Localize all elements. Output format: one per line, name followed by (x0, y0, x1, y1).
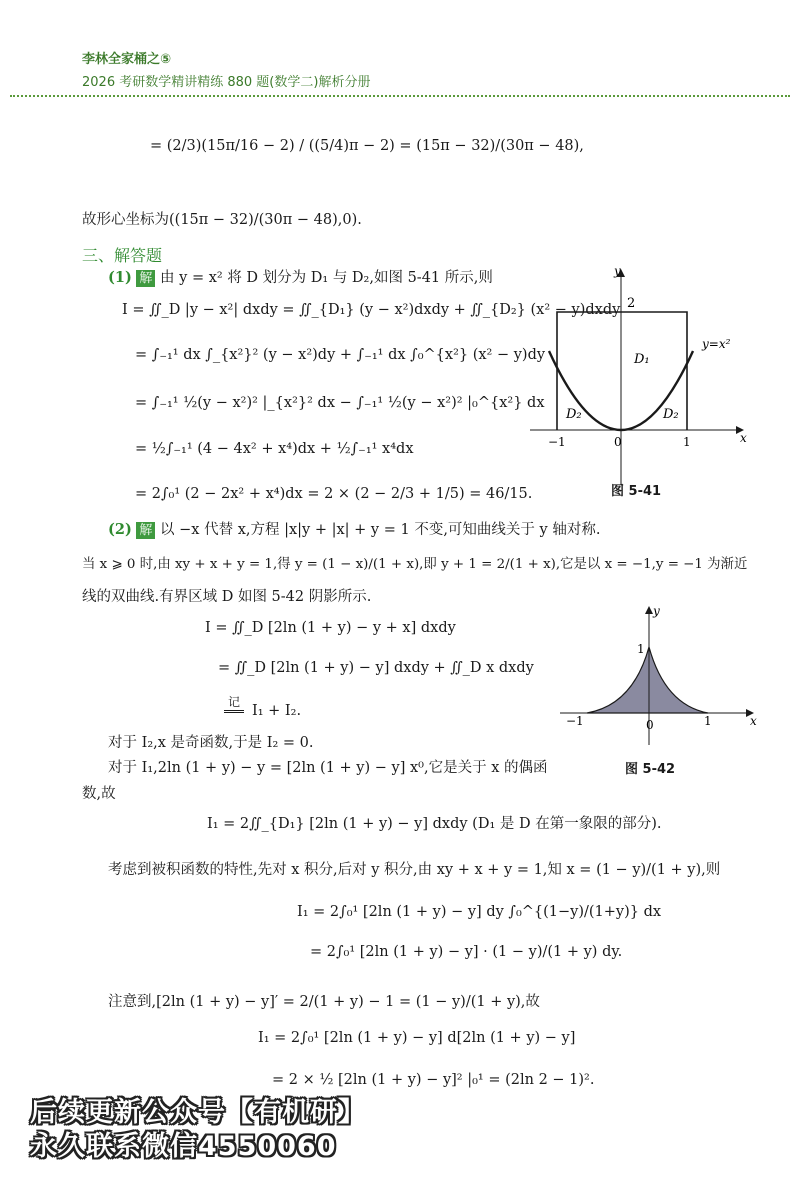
part2-eq8: = 2 × ½ [2ln (1 + y) − y]² |₀¹ = (2ln 2 − 1)². (272, 1072, 595, 1088)
fig542-shaded-region (587, 647, 708, 713)
part2-eq1: I = ∬_D [2ln (1 + y) − y + x] dxdy (205, 620, 456, 636)
part2-line1 (108, 518, 600, 539)
fig541-height-label: 2 (627, 296, 636, 311)
fig541-tick-neg1: −1 (548, 435, 566, 449)
fig542-tick-1: 1 (704, 714, 712, 728)
part2-eq5: I₁ = 2∫₀¹ [2ln (1 + y) − y] dy ∫₀^{(1−y)/(1+y)} dx (297, 904, 662, 920)
solution-badge-2: 解 (136, 522, 155, 539)
part2-eq4: I₁ = 2∬_{D₁} [2ln (1 + y) − y] dxdy (D₁ 是 D 在第一象限的部分). (207, 816, 662, 832)
section-title: 三、解答题 (82, 246, 163, 265)
figure-5-42 (560, 605, 765, 750)
part2-line2: 当 x ⩾ 0 时,由 xy + x + y = 1,得 y = (1 − x)/(1 + x),即 y + 1 = 2/(1 + x),它是以 x = −1,y = −1 为渐近 (82, 557, 748, 572)
fig542-tick-neg1: −1 (566, 714, 584, 728)
fig542-y-label: y (653, 605, 660, 618)
part1-intro (108, 266, 493, 287)
fig541-d2-left-label: D₂ (566, 407, 582, 422)
watermark-line-2: 永久联系微信4550060 (30, 1131, 337, 1162)
part1-intro-text: 由 y = x² 将 D 划分为 D₁ 与 D₂,如图 5-41 所示,则 (160, 270, 493, 286)
part2-eq2: = ∬_D [2ln (1 + y) − y] dxdy + ∬_D x dxdy (218, 660, 534, 676)
fig541-d2-right-label: D₂ (663, 407, 679, 422)
part2-label: (2) (108, 521, 132, 538)
fig542-tick-0: 0 (646, 718, 654, 732)
fig541-y-label: y (614, 265, 621, 278)
part1-eq4: = ½∫₋₁¹ (4 − 4x² + x⁴)dx + ½∫₋₁¹ x⁴dx (135, 441, 414, 457)
part2-line5: 对于 I₁,2ln (1 + y) − y = [2ln (1 + y) − y] x⁰,它是关于 x 的偶函 (108, 760, 548, 776)
part1-eq3: = ∫₋₁¹ ½(y − x²)² |_{x²}² dx − ∫₋₁¹ ½(y − x²)² |₀^{x²} dx (135, 395, 545, 411)
fig541-tick-0: 0 (614, 435, 622, 449)
part1-label: (1) (108, 269, 132, 286)
part2-line4: 对于 I₂,x 是奇函数,于是 I₂ = 0. (108, 735, 314, 751)
part2-eq3: I₁ + I₂. (252, 703, 302, 719)
fig542-tick-top: 1 (637, 642, 645, 656)
part2-eq6: = 2∫₀¹ [2ln (1 + y) − y] · (1 − y)/(1 + y) dy. (310, 944, 623, 960)
part2-line7: 考虑到被积函数的特性,先对 x 积分,后对 y 积分,由 xy + x + y = 1,知 x = (1 − y)/(1 + y),则 (108, 862, 721, 878)
fig541-d1-label: D₁ (634, 352, 650, 367)
centroid-result: 故形心坐标为((15π − 32)/(30π − 48),0). (82, 212, 362, 228)
fig541-curve-label: y=x² (702, 337, 731, 351)
watermark-line-1: 后续更新公众号【有机研】 (30, 1097, 366, 1128)
header-series: 李林全家桶之⑤ (82, 52, 172, 67)
part1-eq2: = ∫₋₁¹ dx ∫_{x²}² (y − x²)dy + ∫₋₁¹ dx ∫₀^{x²} (x² − y)dy (135, 347, 546, 363)
figure-5-42-caption: 图 5-42 (625, 762, 676, 777)
header-divider (10, 95, 790, 97)
fig541-x-label: x (740, 431, 747, 445)
part1-eq1: I = ∬_D |y − x²| dxdy = ∬_{D₁} (y − x²)dxdy + ∬_{D₂} (x² − y)dxdy (122, 302, 621, 318)
part2-line1-text: 以 −x 代替 x,方程 |x|y + |x| + y = 1 不变,可知曲线关于 y 轴对称. (160, 522, 601, 538)
part1-eq5: = 2∫₀¹ (2 − 2x² + x⁴)dx = 2 × (2 − 2/3 + 1/5) = 46/15. (135, 486, 533, 502)
fig541-tick-1: 1 (683, 435, 691, 449)
part2-eq7: I₁ = 2∫₀¹ [2ln (1 + y) − y] d[2ln (1 + y) − y] (258, 1030, 576, 1046)
header-book-title: 2026 考研数学精讲精练 880 题(数学二)解析分册 (82, 75, 371, 90)
fig542-x-label: x (750, 714, 757, 728)
solution-badge: 解 (136, 270, 155, 287)
top-equation: = (2/3)(15π/16 − 2) / ((5/4)π − 2) = (15π − 32)/(30π − 48), (150, 138, 584, 154)
part2-line6: 数,故 (82, 786, 116, 802)
figure-5-41-caption: 图 5-41 (611, 484, 662, 499)
figure-5-41 (530, 265, 760, 495)
part2-line8: 注意到,[2ln (1 + y) − y]′ = 2/(1 + y) − 1 = (1 − y)/(1 + y),故 (108, 994, 540, 1010)
part2-ji: 记 (224, 693, 244, 713)
part2-line3: 线的双曲线.有界区域 D 如图 5-42 阴影所示. (82, 589, 372, 605)
